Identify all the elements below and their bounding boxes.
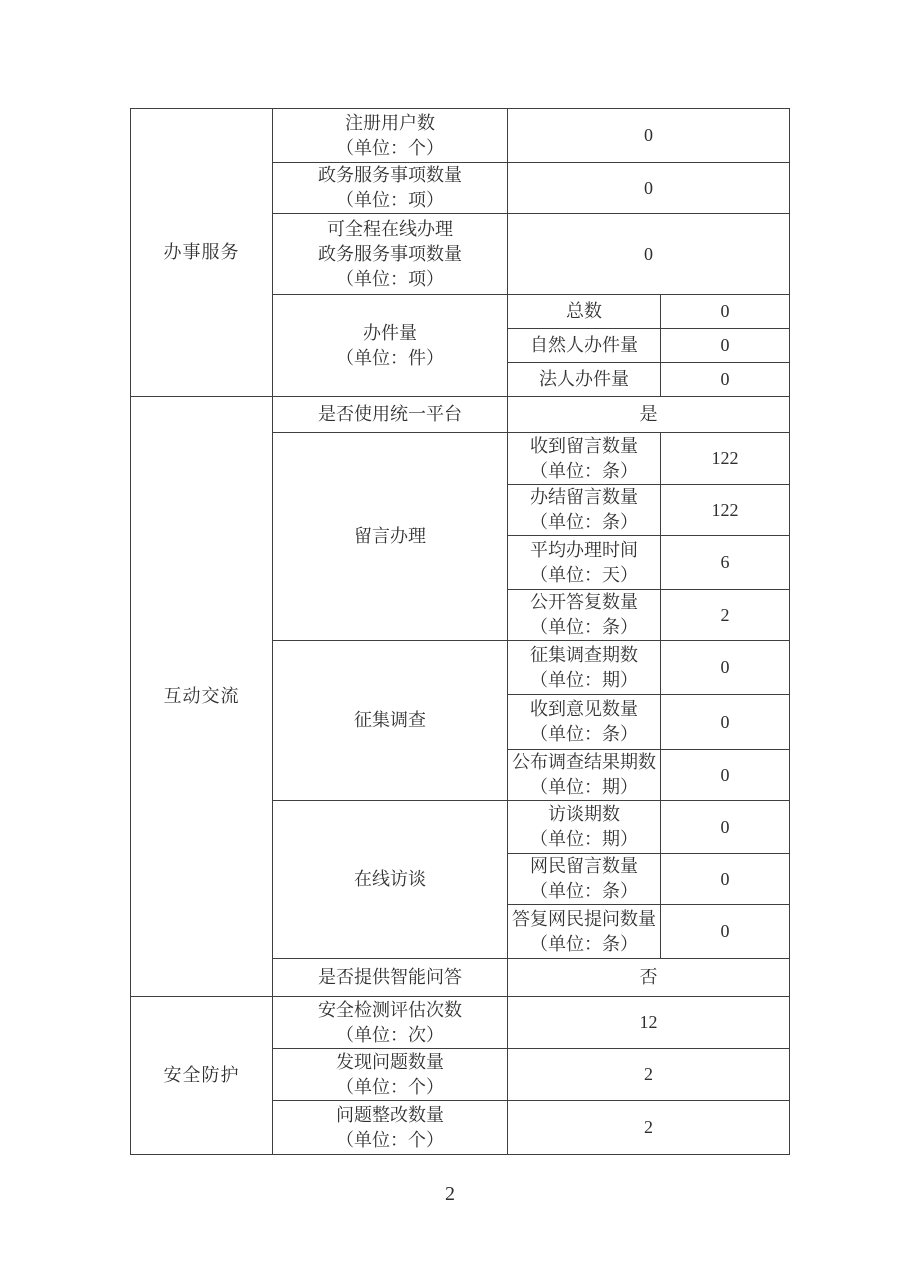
submetric-label-cell [508,590,661,641]
submetric-value-cell: 0 [661,295,790,329]
submetric-label-cell [508,695,661,750]
metric-group-cell-zhengji-diaocha: 征集调查 [273,641,508,801]
metric-unit-line: （单位：天） [530,564,638,585]
metric-name-line: 办件量 [363,322,417,343]
submetric-value-cell: 0 [661,641,790,695]
metric-unit-line: （单位：项） [336,190,444,210]
metric-unit-line: （单位：期） [530,777,638,797]
submetric-label-cell [508,750,661,801]
metric-unit-line: （单位：条） [530,460,638,481]
submetric-value-cell: 0 [661,363,790,397]
submetric-label-cell [508,485,661,536]
metric-unit-line: （单位：项） [336,268,444,289]
metric-value-cell: 0 [508,163,790,214]
submetric-value-cell: 0 [661,801,790,854]
submetric-value-cell: 0 [661,329,790,363]
table-row [131,997,790,1049]
metric-name-line: 答复网民提问数量 [512,908,656,929]
metric-name-line: 政务服务事项数量 [318,165,462,185]
submetric-label-cell [508,641,661,695]
metric-value-cell: 12 [508,997,790,1049]
metric-value-cell: 2 [508,1101,790,1155]
submetric-label-cell [508,536,661,590]
submetric-label-cell [508,905,661,959]
table-row [131,109,790,163]
metric-name-line: 安全检测评估次数 [318,999,462,1020]
metric-name-line: 公开答复数量 [530,592,638,612]
metric-name-line: 收到意见数量 [530,699,638,719]
section-cell-anquan-fanghu: 安全防护 [131,997,273,1155]
metric-label-cell [273,163,508,214]
submetric-value-cell: 0 [661,750,790,801]
metric-name-line: 公布调查结果期数 [512,752,656,772]
metric-unit-line: （单位：期） [530,829,638,849]
submetric-value-cell: 122 [661,433,790,485]
metric-name-line: 发现问题数量 [336,1051,444,1072]
metric-name-line: 问题整改数量 [336,1104,444,1125]
submetric-label-cell [508,854,661,905]
metric-unit-line: （单位：条） [530,933,638,954]
metric-name-line: 访谈期数 [548,804,620,824]
submetric-value-cell: 2 [661,590,790,641]
submetric-label-cell [508,433,661,485]
submetric-value-cell: 6 [661,536,790,590]
submetric-label-cell [508,801,661,854]
metric-name-line: 办结留言数量 [530,487,638,507]
metric-group-cell-banjianliang [273,295,508,397]
section-cell-banshi-fuwu: 办事服务 [131,109,273,397]
page-number: 2 [445,1183,455,1205]
metric-label-cell [273,214,508,295]
metric-unit-line: （单位：个） [336,1076,444,1097]
metric-unit-line: （单位：期） [530,669,638,690]
metric-label-cell [273,997,508,1049]
submetric-label-cell: 法人办件量 [508,363,661,397]
metric-label-cell [273,1101,508,1155]
metric-name-line: 征集调查期数 [530,644,638,665]
report-table [130,108,790,1155]
metric-label-cell: 是否使用统一平台 [273,397,508,433]
metric-value-cell: 是 [508,397,790,433]
metric-label-cell [273,1049,508,1101]
metric-value-cell: 0 [508,109,790,163]
metric-name-line: 收到留言数量 [530,435,638,456]
submetric-value-cell: 0 [661,695,790,750]
metric-value-cell: 2 [508,1049,790,1101]
metric-name-line: 平均办理时间 [530,539,638,560]
metric-unit-line: （单位：个） [336,1129,444,1150]
submetric-value-cell: 0 [661,905,790,959]
submetric-value-cell: 122 [661,485,790,536]
metric-name-line: 政务服务事项数量 [318,243,462,264]
metric-name-line: 网民留言数量 [530,856,638,876]
submetric-label-cell: 自然人办件量 [508,329,661,363]
metric-value-cell: 0 [508,214,790,295]
metric-label-cell: 是否提供智能问答 [273,959,508,997]
submetric-value-cell: 0 [661,854,790,905]
metric-unit-line: （单位：件） [336,347,444,368]
submetric-label-cell: 总数 [508,295,661,329]
metric-value-cell: 否 [508,959,790,997]
table-row [131,397,790,433]
metric-group-cell-zaixian-fangtan: 在线访谈 [273,801,508,959]
metric-unit-line: （单位：条） [530,512,638,532]
metric-unit-line: （单位：个） [336,137,444,158]
metric-name-line: 注册用户数 [345,112,435,133]
metric-unit-line: （单位：条） [530,881,638,901]
metric-group-cell-liuyan-banli: 留言办理 [273,433,508,641]
metric-unit-line: （单位：条） [530,617,638,637]
metric-label-cell [273,109,508,163]
metric-unit-line: （单位：次） [336,1024,444,1045]
section-cell-hudong-jiaoliu: 互动交流 [131,397,273,997]
metric-name-line: 可全程在线办理 [327,218,453,239]
metric-unit-line: （单位：条） [530,724,638,744]
